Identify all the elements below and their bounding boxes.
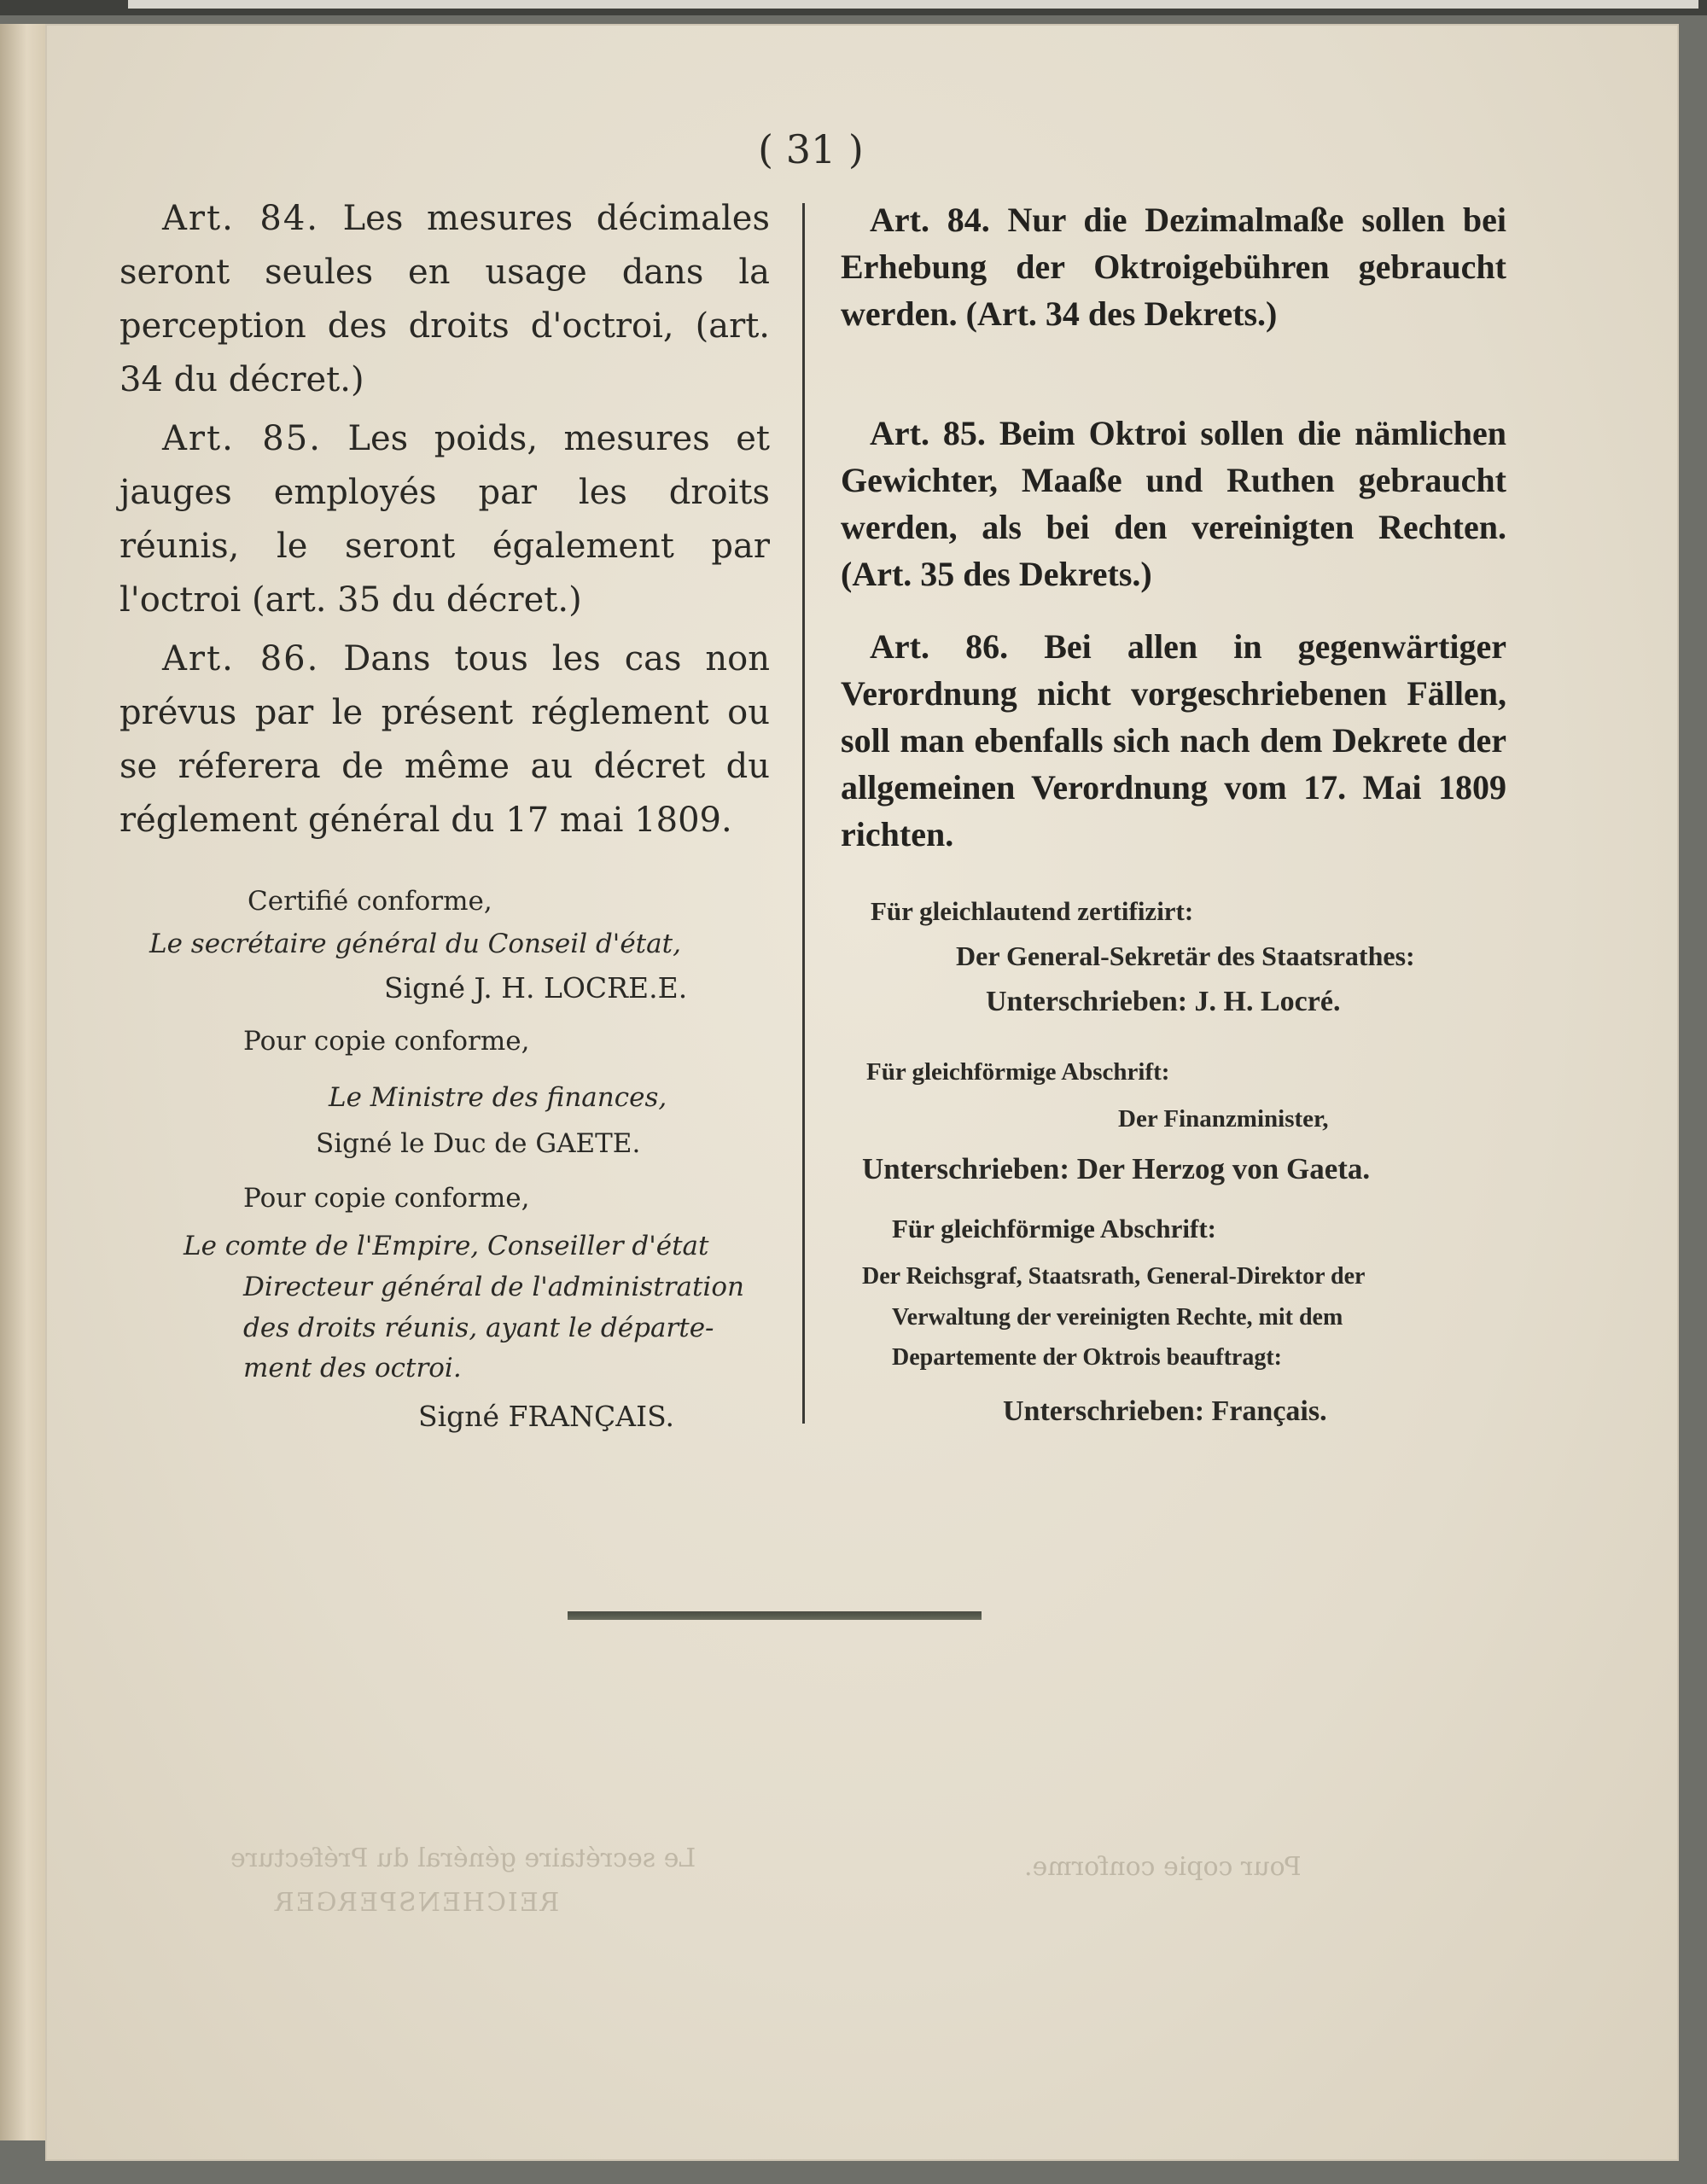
count-line-2: Verwaltung der vereinigten Rechte, mit dem bbox=[892, 1304, 1343, 1331]
top-scan-strip bbox=[0, 0, 1707, 15]
secretary-title: Le secrétaire général du Conseil d'état, bbox=[149, 929, 681, 959]
article-text: Les poids, mesures et jauges employés par les droits réunis, le seront également par l'octroi (art. 35 du décret.) bbox=[119, 419, 771, 620]
article-text: Bei allen in gegenwärtiger Verordnung nicht vorgeschriebenen Fällen, soll man ebenfalls sich nach dem Dekrete der allgemeinen Verordnung vom 17. Mai 1809 richten. bbox=[841, 627, 1507, 853]
article-label: Art. 86. bbox=[162, 639, 320, 678]
german-article-85 bbox=[841, 410, 1506, 597]
certified-line: Für gleichlautend zertifizirt: bbox=[871, 896, 1194, 926]
french-article-84 bbox=[119, 192, 770, 407]
count-line-1: Der Reichsgraf, Staatsrath, General-Direktor der bbox=[862, 1263, 1366, 1290]
article-label: Art. 85. bbox=[162, 419, 322, 458]
bleed-line-3: REICHENSPERGER bbox=[273, 1888, 560, 1918]
copy-line-2: Für gleichförmige Abschrift: bbox=[892, 1214, 1216, 1243]
bleed-through-text bbox=[230, 1843, 1511, 1920]
article-text: Beim Oktroi sollen die nämlichen Gewichter, Maaße und Ruthen gebraucht werden, als bei den vereinigten Rechten. (Art. 35 des Dekrets.) bbox=[841, 414, 1507, 593]
closing-rule bbox=[568, 1611, 982, 1620]
secretary-title: Der General-Sekretär des Staatsrathes: bbox=[956, 941, 1415, 971]
top-light-strip bbox=[128, 0, 1698, 9]
bleed-line-1: Le secrétaire général du Préfecture bbox=[230, 1843, 696, 1873]
french-column bbox=[119, 192, 770, 847]
certified-line: Certifié conforme, bbox=[248, 886, 492, 917]
secretary-signature: Signé J. H. LOCRE.E. bbox=[384, 971, 688, 1005]
german-article-84 bbox=[841, 196, 1506, 337]
count-line-4: ment des octroi. bbox=[243, 1353, 462, 1383]
german-signature-block bbox=[849, 896, 1523, 1451]
article-label: Art. 85. bbox=[870, 414, 986, 452]
page-number: ( 31 ) bbox=[758, 126, 864, 172]
count-signature: Signé FRANÇAIS. bbox=[418, 1400, 675, 1433]
french-signature-block bbox=[119, 879, 785, 1442]
article-text: Dans tous les cas non prévus par le présent réglement ou se réferera de même au décret du réglement général du 17 mai 1809. bbox=[119, 639, 771, 840]
count-line-3: des droits réunis, ayant le départe- bbox=[243, 1313, 714, 1343]
copy-line-2: Pour copie conforme, bbox=[243, 1183, 530, 1214]
article-label: Art. 86. bbox=[870, 627, 1009, 666]
article-text: Nur die Dezimalmaße sollen bei Erhebung der Oktroigebühren gebraucht werden. (Art. 34 des Dekrets.) bbox=[841, 201, 1506, 333]
article-label: Art. 84. bbox=[162, 199, 319, 238]
secretary-signature: Unterschrieben: J. H. Locré. bbox=[986, 986, 1341, 1017]
french-article-86 bbox=[119, 632, 770, 847]
minister-title: Le Ministre des finances, bbox=[329, 1082, 667, 1113]
minister-signature: Unterschrieben: Der Herzog von Gaeta. bbox=[862, 1152, 1371, 1185]
french-article-85 bbox=[119, 412, 770, 627]
column-divider bbox=[802, 203, 805, 1424]
count-line-2: Directeur général de l'administration bbox=[243, 1272, 744, 1302]
copy-line-1: Pour copie conforme, bbox=[243, 1026, 530, 1057]
bleed-line-2: Pour copie conforme. bbox=[1024, 1852, 1302, 1882]
german-column bbox=[841, 196, 1506, 883]
count-line-1: Le comte de l'Empire, Conseiller d'état bbox=[184, 1231, 709, 1261]
minister-title: Der Finanzminister, bbox=[1118, 1105, 1329, 1133]
count-line-3: Departemente der Oktrois beauftragt: bbox=[892, 1344, 1282, 1371]
article-label: Art. 84. bbox=[870, 201, 990, 239]
copy-line-1: Für gleichförmige Abschrift: bbox=[866, 1058, 1170, 1086]
article-text: Les mesures décimales seront seules en usage dans la perception des droits d'octroi, (art. 34 du décret.) bbox=[119, 199, 770, 399]
count-signature: Unterschrieben: Français. bbox=[1003, 1395, 1327, 1427]
german-article-86 bbox=[841, 623, 1506, 858]
minister-signature: Signé le Duc de GAETE. bbox=[316, 1128, 641, 1159]
